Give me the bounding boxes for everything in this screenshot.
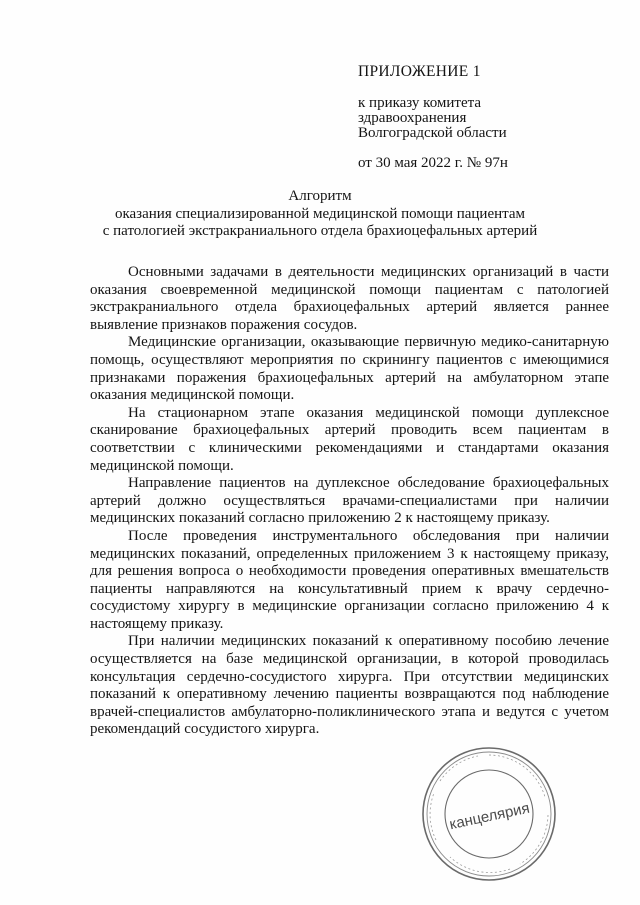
paragraph-4: Направление пациентов на дуплексное обследование брахиоцефальных артерий должно осуществляться врачами-специалистами при наличии медицинских показаний согласно приложению 2 к настоящему приказу. (90, 475, 609, 527)
appendix-header (358, 63, 608, 171)
paragraph-6: При наличии медицинских показаний к оперативному пособию лечение осуществляется на базе медицинской организации, в которой проводилась консультация сердечно-сосудистого хирурга. При отсутствии медицинских показаний к оперативному лечению пациенты возвращаются под наблюдение врачей-специалистов амбулаторно-поликлинического этапа и ведутся с учетом рекомендаций сосудистого хирурга. (90, 633, 609, 738)
document-title (40, 188, 600, 241)
paragraph-3: На стационарном этапе оказания медицинской помощи дуплексное сканирование брахиоцефальных артерий проводить всем пациентам в соответствии с клиническими рекомендациями и стандартами оказания медицинской помощи. (90, 404, 609, 474)
stamp-center-text: канцелярия (447, 799, 532, 834)
order-line-2: здравоохранения (358, 110, 467, 126)
title-line-3: с патологией экстракраниального отдела брахиоцефальных артерий (102, 223, 538, 239)
title-line-1: Алгоритм (288, 188, 352, 204)
order-line-1: к приказу комитета (358, 95, 482, 111)
paragraph-2: Медицинские организации, оказывающие первичную медико-санитарную помощь, осуществляют мероприятия по скринингу пациентов с имеющимися признаками поражения брахиоцефальных артерий на амбулаторном этапе оказания медицинской помощи. (90, 334, 609, 404)
stamp-seal-icon (420, 745, 558, 883)
order-date: от 30 мая 2022 г. № 97н (358, 155, 508, 171)
title-line-2: оказания специализированной медицинской помощи пациентам (114, 205, 526, 222)
office-stamp (420, 745, 558, 883)
paragraph-5: После проведения инструментального обследования при наличии медицинских показаний, определенных приложением 3 к настоящему приказу, для решения вопроса о необходимости проведения оперативных вмешательств пациенты направляются на консультативный прием к врачу сердечно-сосудистому хирургу в медицинские организации согласно приложению 4 к настоящему приказу. (90, 527, 609, 632)
appendix-title: ПРИЛОЖЕНИЕ 1 (358, 63, 481, 80)
paragraph-1: Основными задачами в деятельности медицинских организаций в части оказания своевременной медицинской помощи пациентам с патологией экстракраниального отдела брахиоцефальных артерий является раннее выявление признаков поражения сосудов. (90, 264, 609, 333)
order-line-3: Волгоградской области (358, 125, 507, 141)
document-body (90, 264, 609, 739)
